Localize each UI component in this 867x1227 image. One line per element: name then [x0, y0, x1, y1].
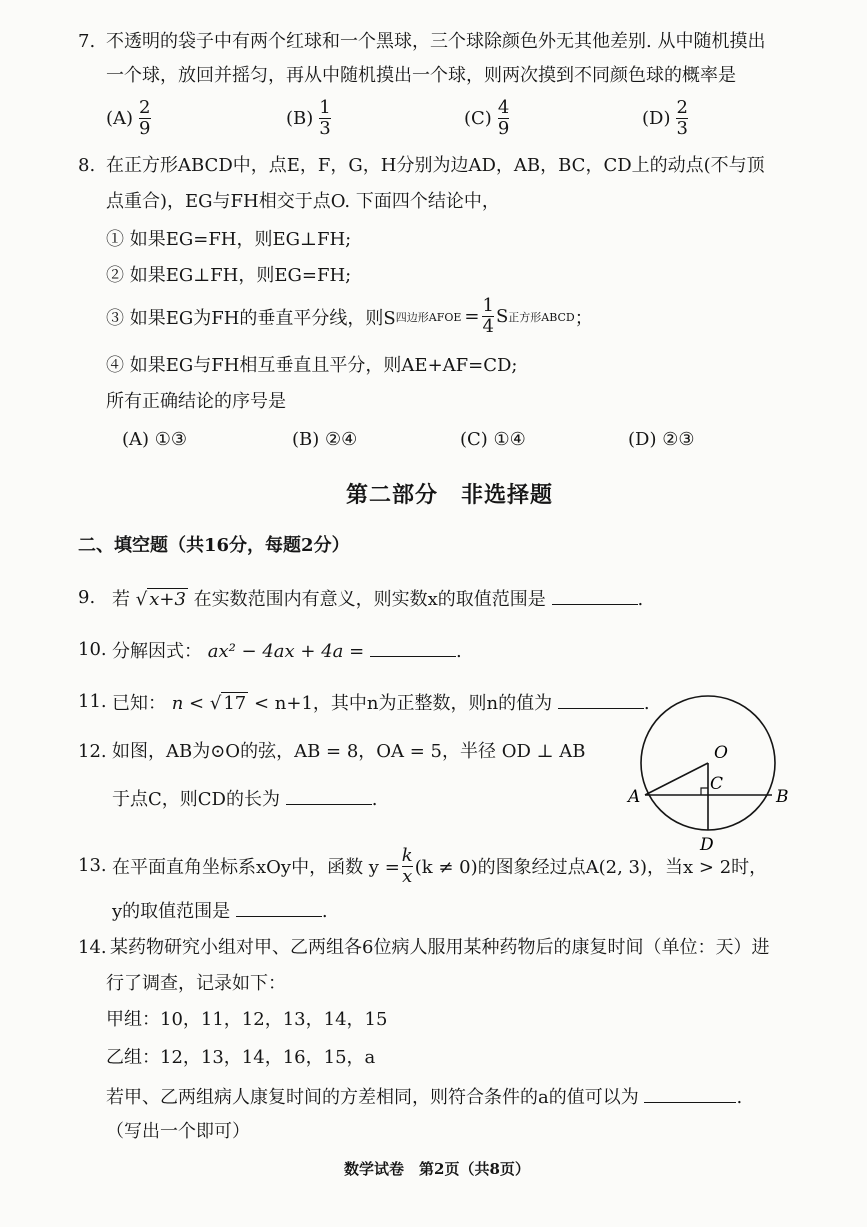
q14-group-a: 甲组：10，11，12，13，14，15 [106, 1009, 388, 1030]
q7-text-line1: 不透明的袋子中有两个红球和一个黑球，三个球除颜色外无其他差别. 从中随机摸出 [106, 31, 766, 52]
q8-text-line1: 在正方形ABCD中，点E，F，G，H分别为边AD，AB，BC，CD上的动点(不与顶 [106, 155, 765, 176]
q8-number: 8. [78, 155, 96, 176]
q8-option-c: (C) ①④ [460, 429, 526, 450]
q13-answer-blank[interactable] [236, 896, 322, 917]
q14-text-line3: 若甲、乙两组病人康复时间的方差相同，则符合条件的a的值可以为 . [106, 1082, 742, 1112]
q9-number: 9. [78, 587, 96, 608]
q8-option-a: (A) ①③ [122, 429, 188, 450]
q14-number: 14. [78, 937, 107, 958]
q14-answer-blank[interactable] [644, 1082, 736, 1103]
q10-text: 分解因式： ax² − 4ax + 4a = . [112, 636, 462, 666]
q7-option-b: (B) $\frac{1}{3}$ [286, 97, 331, 139]
q8-conclusion-2: ② 如果EG⊥FH，则EG=FH; [106, 265, 352, 286]
part-heading: 第二部分 非选择题 [346, 482, 554, 508]
q10-number: 10. [78, 639, 107, 660]
circle-figure [620, 678, 800, 858]
q11-text: 已知： n < √ 17 < n+1，其中n为正整数，则n的值为 . [112, 688, 650, 718]
label-c: C [710, 774, 724, 794]
segment-oa [645, 763, 708, 795]
label-a: A [628, 787, 641, 807]
q13-number: 13. [78, 855, 107, 876]
q12-number: 12. [78, 741, 107, 762]
q14-note: （写出一个即可） [106, 1121, 250, 1142]
label-b: B [776, 787, 789, 807]
q7-option-d: (D) $\frac{2}{3}$ [642, 97, 688, 139]
q14-text-line1: 某药物研究小组对甲、乙两组各6位病人服用某种药物后的康复时间（单位：天）进 [110, 937, 770, 958]
right-angle-mark [701, 788, 708, 795]
q8-text-line2: 点重合)，EG与FH相交于点O. 下面四个结论中， [106, 191, 500, 212]
label-d: D [700, 835, 714, 855]
q9-answer-blank[interactable] [552, 584, 638, 605]
q9-radical: √ x+3 [135, 589, 186, 610]
q13-text-line2: y的取值范围是 . [112, 896, 328, 926]
section-title: 二、填空题（共16分，每题2分） [78, 535, 350, 556]
q8-conclusion-3: ③ 如果EG为FH的垂直平分线，则S 四边形AFOE = $\frac{1}{4}$ S 正方形ABCD ； [106, 295, 593, 337]
q7-number: 7. [78, 31, 96, 52]
q8-ask: 所有正确结论的序号是 [106, 391, 286, 412]
q11-radical: √ 17 [209, 693, 247, 714]
q13-text-line1: 在平面直角坐标系xOy中，函数 y = $\frac{k}{x}$ (k ≠ 0)的图象经过点A(2, 3)，当x > 2时， [112, 844, 768, 887]
q10-answer-blank[interactable] [370, 636, 456, 657]
q8-option-b: (B) ②④ [292, 429, 358, 450]
q12-text-line1: 如图，AB为⊙O的弦，AB = 8，OA = 5，半径 OD ⊥ AB [112, 741, 586, 762]
q14-text-line2: 行了调查，记录如下： [106, 973, 286, 994]
q8-conclusion-4: ④ 如果EG与FH相互垂直且平分，则AE+AF=CD; [106, 355, 518, 376]
q8-option-d: (D) ②③ [628, 429, 695, 450]
q12-text-line2: 于点C，则CD的长为 . [112, 784, 377, 814]
q7-option-c: (C) $\frac{4}{9}$ [464, 97, 510, 139]
label-o: O [714, 743, 728, 763]
q7-option-a: (A) $\frac{2}{9}$ [106, 97, 151, 139]
q9-text: 若 √ x+3 在实数范围内有意义，则实数x的取值范围是 . [112, 584, 643, 614]
q7-text-line2: 一个球，放回并摇匀，再从中随机摸出一个球，则两次摸到不同颜色球的概率是 [106, 65, 736, 86]
q14-group-b: 乙组：12，13，14，16，15，a [106, 1047, 376, 1068]
q12-answer-blank[interactable] [286, 784, 372, 805]
q8-conclusion-1: ① 如果EG=FH，则EG⊥FH; [106, 229, 352, 250]
q11-number: 11. [78, 691, 107, 712]
page-footer: 数学试卷 第2页（共8页） [344, 1160, 530, 1178]
